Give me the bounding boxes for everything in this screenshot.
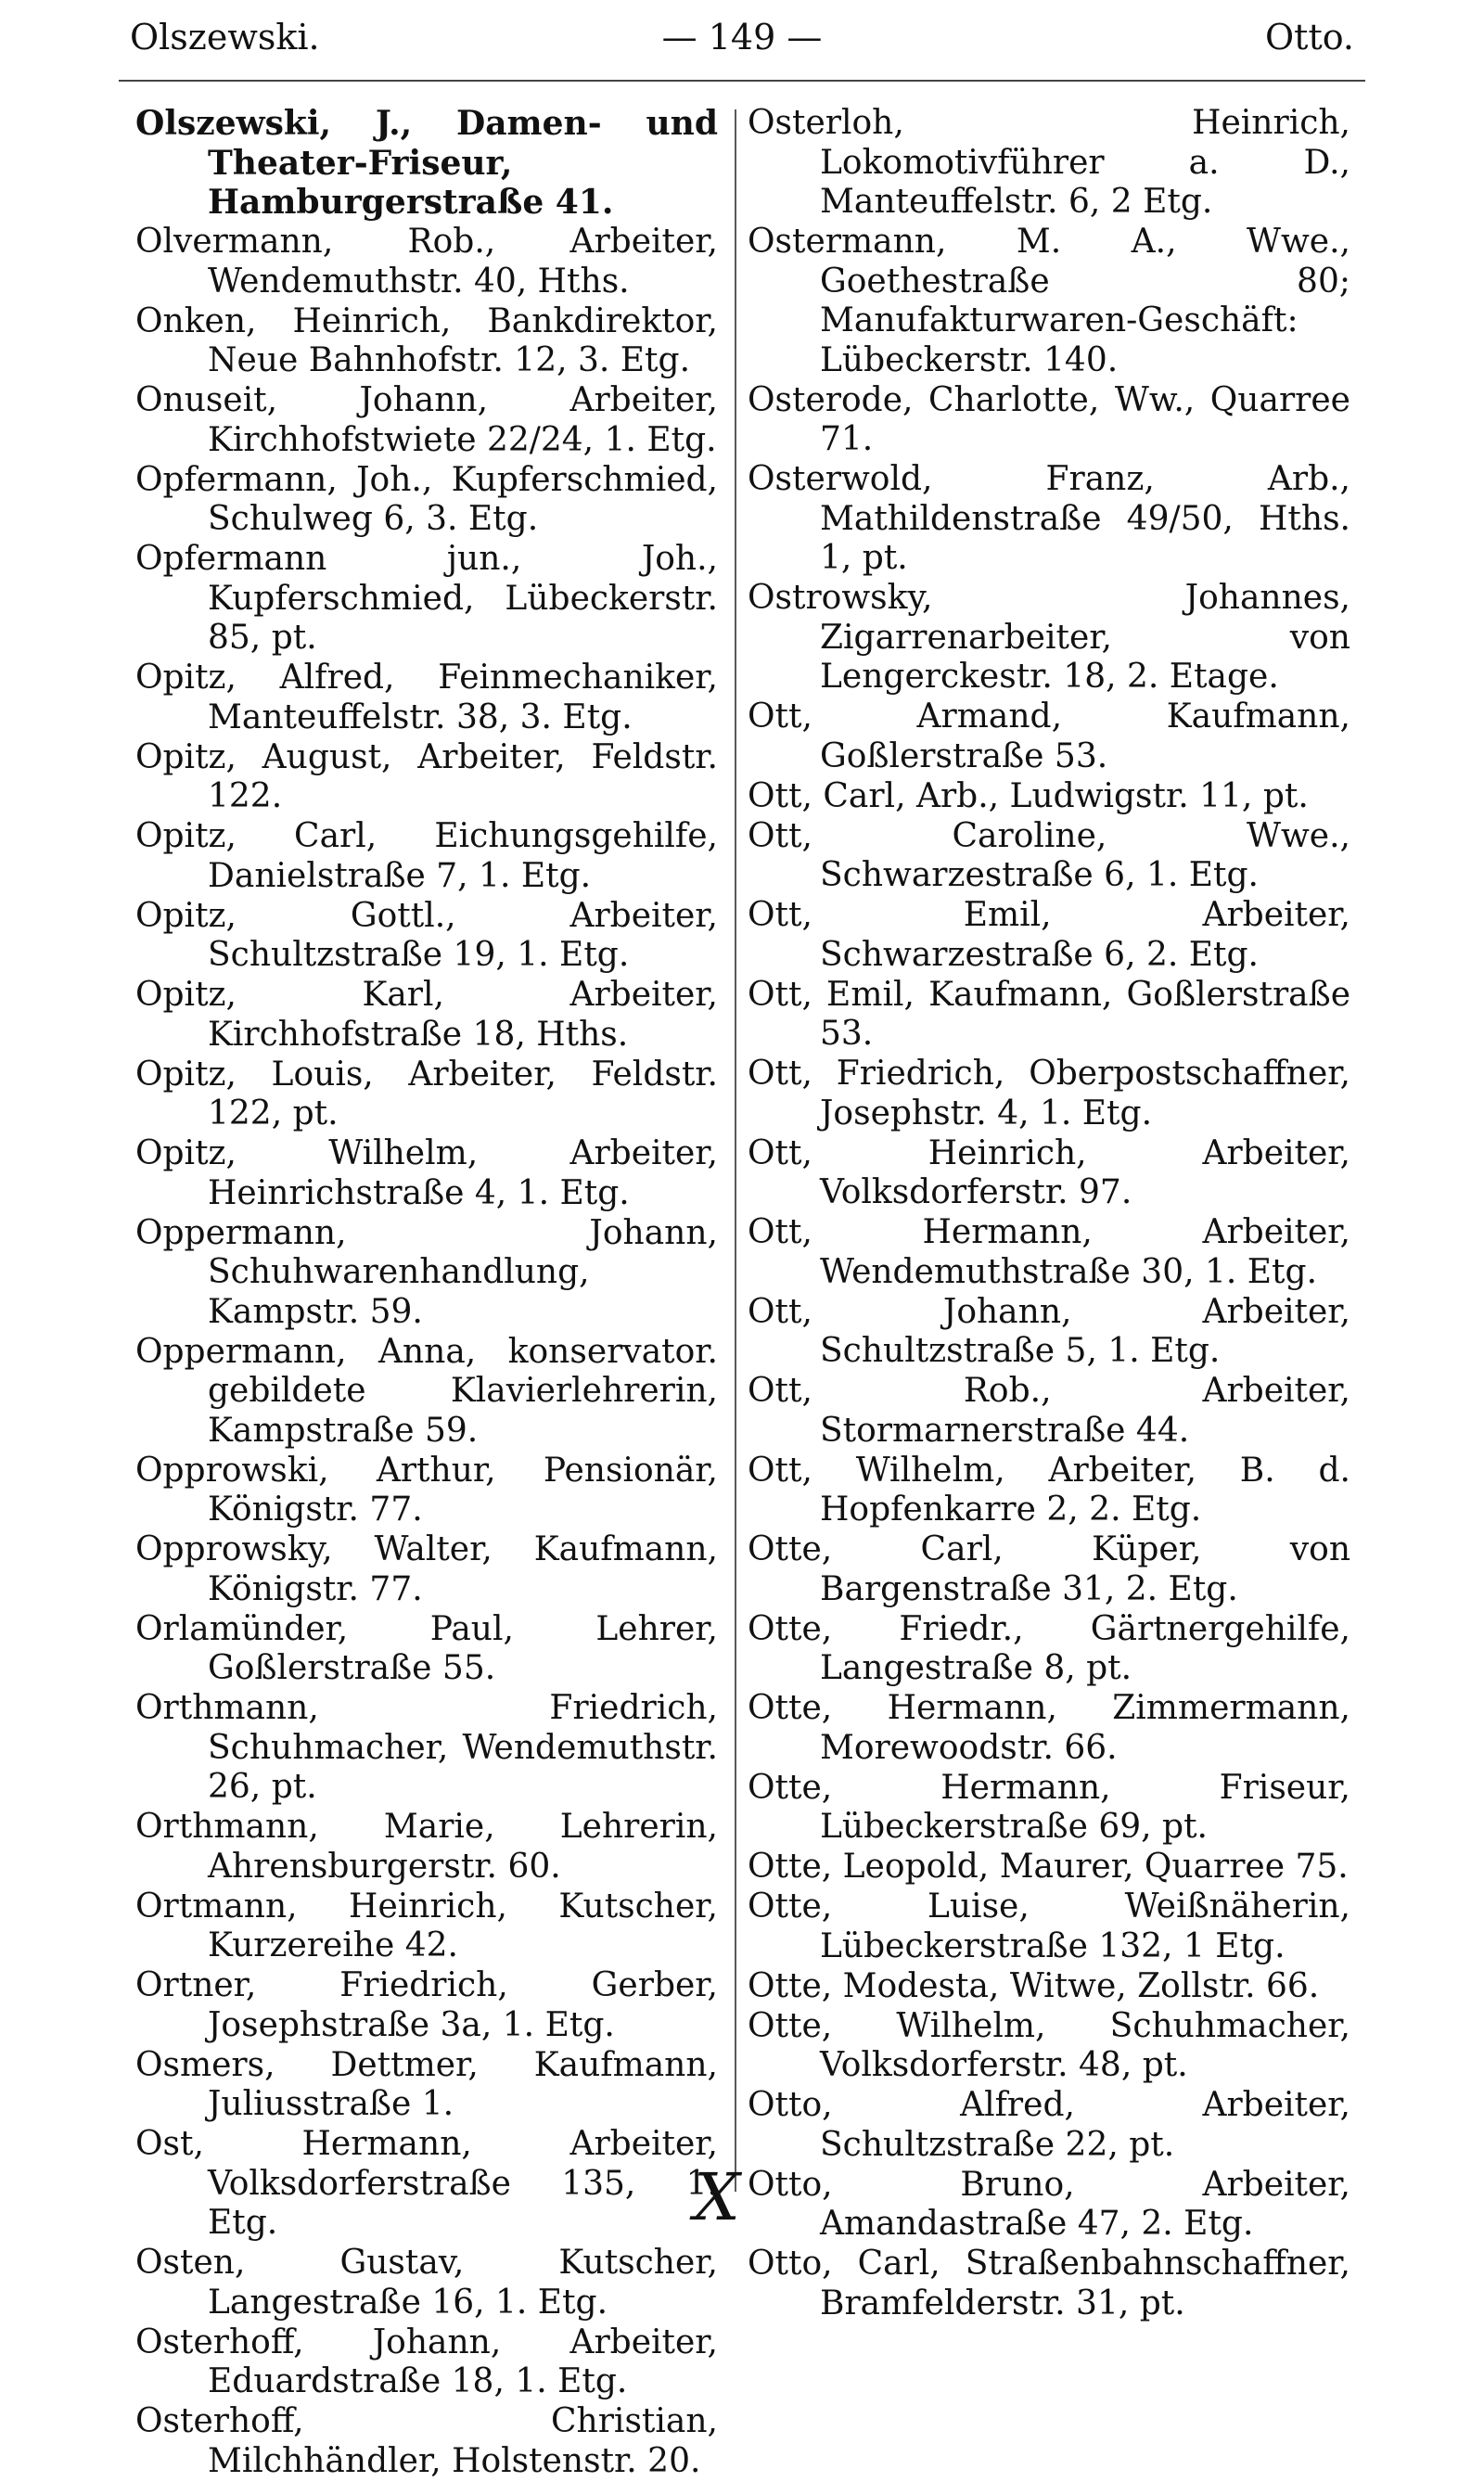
- directory-entry: Opitz, Karl, Arbeiter, Kirchhofstraße 18, Hths.: [135, 976, 718, 1054]
- directory-entry: Otte, Hermann, Friseur, Lübeckerstraße 69, pt.: [748, 1768, 1350, 1846]
- directory-entry: Otte, Wilhelm, Schuhmacher, Volksdorferstr. 48, pt.: [748, 2006, 1350, 2084]
- directory-entry: Osterloh, Heinrich, Lokomotivführer a. D., Manteuffelstr. 6, 2 Etg.: [748, 104, 1350, 221]
- directory-entry: Osten, Gustav, Kutscher, Langestraße 16, 1. Etg.: [135, 2244, 718, 2322]
- directory-entry: Ott, Friedrich, Oberpostschaffner, Josephstr. 4, 1. Etg.: [748, 1055, 1350, 1132]
- directory-entry: Osmers, Dettmer, Kaufmann, Juliusstraße 1.: [135, 2045, 718, 2123]
- left-column: [135, 104, 718, 2482]
- directory-entry: Otto, Carl, Straßenbahnschaffner, Bramfelderstr. 31, pt.: [748, 2245, 1350, 2322]
- directory-entry: Olszewski, J., Damen- und Theater-Friseur, Hamburgerstraße 41.: [135, 104, 718, 222]
- directory-entry: Orthmann, Friedrich, Schuhmacher, Wendemuthstr. 26, pt.: [135, 1689, 718, 1806]
- column-divider: [735, 109, 736, 2192]
- directory-entry: Oppermann, Johann, Schuhwarenhandlung, Kampstr. 59.: [135, 1213, 718, 1331]
- directory-entry: Otto, Alfred, Arbeiter, Schultzstraße 22, pt.: [748, 2086, 1350, 2164]
- directory-entry: Ott, Wilhelm, Arbeiter, B. d. Hopfenkarre 2, 2. Etg.: [748, 1451, 1350, 1529]
- directory-entry: Ott, Caroline, Wwe., Schwarzestraße 6, 1. Etg.: [748, 816, 1350, 894]
- header-rule: [119, 80, 1365, 82]
- directory-entry: Otto, Bruno, Arbeiter, Amandastraße 47, 2. Etg.: [748, 2165, 1350, 2243]
- page-number: — 149 —: [661, 17, 823, 58]
- directory-entry: Otte, Leopold, Maurer, Quarree 75.: [748, 1848, 1349, 1886]
- header-right-keyword: Otto.: [1265, 17, 1354, 58]
- directory-entry: Otte, Hermann, Zimmermann, Morewoodstr. 66.: [748, 1689, 1350, 1767]
- directory-entry: Ott, Hermann, Arbeiter, Wendemuthstraße 30, 1. Etg.: [748, 1213, 1350, 1291]
- handwritten-mark: X: [694, 2159, 740, 2235]
- directory-entry: Opprowski, Arthur, Pensionär, Königstr. 77.: [135, 1451, 718, 1529]
- directory-entry: Ostermann, M. A., Wwe., Goethestraße 80; Manufakturwaren-Geschäft: Lübeckerstr. 140.: [748, 223, 1350, 379]
- directory-entry: Opitz, Louis, Arbeiter, Feldstr. 122, pt.: [135, 1055, 718, 1132]
- directory-entry: Ott, Emil, Kaufmann, Goßlerstraße 53.: [748, 975, 1350, 1053]
- directory-entry: Otte, Carl, Küper, von Bargenstraße 31, 2. Etg.: [748, 1530, 1350, 1608]
- page-header: [130, 17, 1354, 72]
- directory-entry: Ost, Hermann, Arbeiter, Volksdorferstraße 135, 1. Etg.: [135, 2125, 718, 2242]
- directory-entry: Otte, Modesta, Witwe, Zollstr. 66.: [748, 1966, 1320, 2005]
- directory-entry: Ott, Carl, Arb., Ludwigstr. 11, pt.: [748, 776, 1309, 815]
- directory-entry: Opitz, Alfred, Feinmechaniker, Manteuffelstr. 38, 3. Etg.: [135, 659, 718, 736]
- directory-entry: Otte, Luise, Weißnäherin, Lübeckerstraße 132, 1 Etg.: [748, 1887, 1350, 1965]
- directory-entry: Opfermann jun., Joh., Kupferschmied, Lübeckerstr. 85, pt.: [135, 540, 718, 657]
- directory-entry: Opitz, Wilhelm, Arbeiter, Heinrichstraße 4, 1. Etg.: [135, 1134, 718, 1212]
- directory-entry: Ott, Heinrich, Arbeiter, Volksdorferstr. 97.: [748, 1133, 1350, 1211]
- directory-entry: Orthmann, Marie, Lehrerin, Ahrensburgerstr. 60.: [135, 1808, 718, 1886]
- directory-entry: Ott, Johann, Arbeiter, Schultzstraße 5, 1. Etg.: [748, 1292, 1350, 1370]
- directory-entry: Opitz, Carl, Eichungsgehilfe, Danielstraße 7, 1. Etg.: [135, 817, 718, 895]
- directory-entry: Osterhoff, Christian, Milchhändler, Holstenstr. 20.: [135, 2402, 718, 2480]
- directory-entry: Otte, Friedr., Gärtnergehilfe, Langestraße 8, pt.: [748, 1609, 1350, 1687]
- directory-entry: Opfermann, Joh., Kupferschmied, Schulweg 6, 3. Etg.: [135, 460, 718, 538]
- directory-entry: Opitz, August, Arbeiter, Feldstr. 122.: [135, 737, 718, 815]
- directory-entry: Osterhoff, Johann, Arbeiter, Eduardstraße 18, 1. Etg.: [135, 2322, 718, 2400]
- directory-entry: Ott, Armand, Kaufmann, Goßlerstraße 53.: [748, 697, 1350, 775]
- directory-entry: Onuseit, Johann, Arbeiter, Kirchhofstwiete 22/24, 1. Etg.: [135, 381, 718, 459]
- right-column: [748, 104, 1350, 2324]
- directory-entry: Orlamünder, Paul, Lehrer, Goßlerstraße 55.: [135, 1609, 718, 1687]
- directory-entry: Osterode, Charlotte, Ww., Quarree 71.: [748, 380, 1350, 458]
- directory-entry: Olvermann, Rob., Arbeiter, Wendemuthstr. 40, Hths.: [135, 223, 718, 301]
- directory-entry: Osterwold, Franz, Arb., Mathildenstraße 49/50, Hths. 1, pt.: [748, 460, 1350, 577]
- header-left-keyword: Olszewski.: [130, 17, 320, 58]
- directory-entry: Onken, Heinrich, Bankdirektor, Neue Bahnhofstr. 12, 3. Etg.: [135, 301, 718, 379]
- directory-entry: Oppermann, Anna, konservator. gebildete Klavierlehrerin, Kampstraße 59.: [135, 1332, 718, 1450]
- directory-entry: Opprowsky, Walter, Kaufmann, Königstr. 77.: [135, 1530, 718, 1608]
- directory-entry: Ostrowsky, Johannes, Zigarrenarbeiter, von Lengerckestr. 18, 2. Etage.: [748, 579, 1350, 696]
- directory-entry: Ott, Rob., Arbeiter, Stormarnerstraße 44.: [748, 1372, 1350, 1450]
- directory-entry: Ortner, Friedrich, Gerber, Josephstraße 3a, 1. Etg.: [135, 1966, 718, 2044]
- directory-entry: Opitz, Gottl., Arbeiter, Schultzstraße 19, 1. Etg.: [135, 896, 718, 974]
- directory-entry: Ortmann, Heinrich, Kutscher, Kurzereihe 42.: [135, 1887, 718, 1964]
- directory-entry: Ott, Emil, Arbeiter, Schwarzestraße 6, 2. Etg.: [748, 896, 1350, 974]
